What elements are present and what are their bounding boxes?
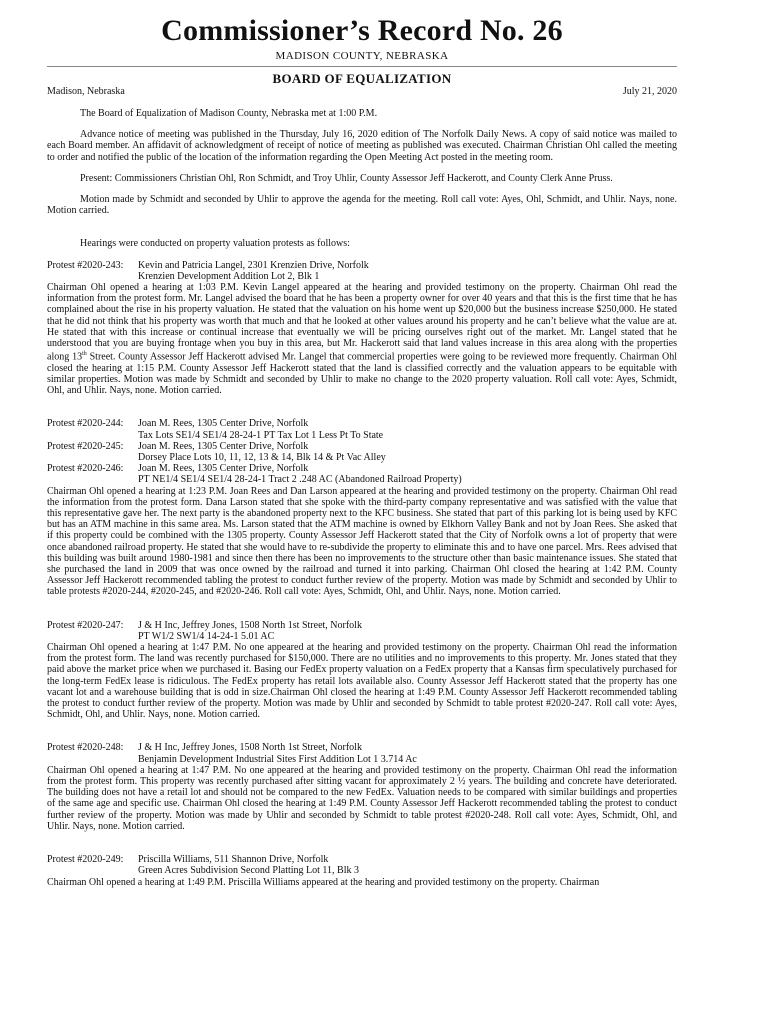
protest-owner: Joan M. Rees, 1305 Center Drive, Norfolk [138,463,309,475]
protest-owner: J & H Inc, Jeffrey Jones, 1508 North 1st Street, Norfolk [138,742,362,754]
protest-owner: Joan M. Rees, 1305 Center Drive, Norfolk [138,418,309,430]
protest-header [47,441,677,452]
place-date-line [47,86,677,98]
meeting-place: Madison, Nebraska [47,86,125,97]
protest-number: Protest #2020-248: [47,742,124,754]
protest-hearing-text: Chairman Ohl opened a hearing at 1:23 P.M. Joan Rees and Dan Larson appeared at the hearing and provided testimony on the property. Chairman Ohl read the information from the protest form. Dana Larson stated that she spoke with the third-party company representative and was satisfied with the value that this representative gave her. The next party is the abandoned property next to the KFC business. She stated that part of this parking lot is being used by KFC but has an ATM machine in this same area. Ms. Larson stated that the ATM machine is owned by Elkhorn Valley Bank and not by Joan Rees. She asked that if this property could be combined with the 1305 property. County Assessor Jeff Hackerott stated that the City of Norfolk owns a lot of property that were once abandoned railroad property. He stated that she would have to re-subdivide the property to eliminate this and to have one parcel. Mrs. Rees advised that this building was built around 1980-1981 and since then there has been no improvements to the structure other than basic maintenance issues. She stated that she purchased the land in 2009 that was once owned by the railroad and turned it into parking. Chairman Ohl closed the hearing at 1:42 P.M. County Assessor Jeff Hackerott recommended tabling the protest to conduct further review of the property. Motion was made by Schmidt and seconded by Uhlir to table protests #2020-244, #2020-245, and #2020-246. Roll call vote: Ayes, Schmidt, Ohl, and Uhlir. Nays, none. Motion carried. [47,485,677,598]
protest-legal-description: PT NE1/4 SE1/4 SE1/4 28-24-1 Tract 2 .248 AC (Abandoned Railroad Property) [138,474,462,486]
meeting-date: July 21, 2020 [622,86,677,97]
protest-2020-243 [47,260,677,397]
protest-owner: Kevin and Patricia Langel, 2301 Krenzien Drive, Norfolk [138,259,369,271]
protest-header [47,854,677,865]
intro-paragraph-1: The Board of Equalization of Madison County, Nebraska met at 1:00 P.M. [80,108,378,119]
protest-number: Protest #2020-246: [47,463,124,475]
protest-legal-description: Green Acres Subdivision Second Platting Lot 11, Blk 3 [138,865,360,877]
protest-legal-description: Tax Lots SE1/4 SE1/4 28-24-1 PT Tax Lot 1 Less Pt To State [138,429,384,441]
protest-owner: Priscilla Williams, 511 Shannon Drive, Norfolk [138,854,329,866]
present-paragraph: Present: Commissioners Christian Ohl, Ron Schmidt, and Troy Uhlir, County Assessor Jeff Hackerott, and County Clerk Anne Pruss. [80,172,613,184]
protest-legal-description: PT W1/2 SW1/4 14-24-1 5.01 AC [138,630,275,642]
protest-header [47,620,677,631]
protest-2020-249 [47,854,677,888]
intro-paragraph-2: Advance notice of meeting was published in the Thursday, July 16, 2020 edition of The Norfolk Daily News. A copy of said notice was mailed to each Board member. An affidavit of acknowledgment of receipt of notice of meeting as published was executed. Chairman Christian Ohl called the meeting to order and notified the public of the location of the information regarding the Open Meeting Act posted in the meeting room. [47,129,677,163]
header-divider [47,66,677,67]
county-subtitle: MADISON COUNTY, NEBRASKA [275,50,449,62]
record-page [47,14,677,888]
protest-header [47,260,677,271]
board-title: BOARD OF EQUALIZATION [272,71,452,86]
protest-header [47,418,677,429]
protest-number: Protest #2020-249: [47,854,124,866]
protest-number: Protest #2020-245: [47,440,124,452]
protest-legal-description: Benjamin Development Industrial Sites First Addition Lot 1 3.714 Ac [138,753,417,765]
protest-owner: J & H Inc, Jeffrey Jones, 1508 North 1st Street, Norfolk [138,619,362,631]
protest-number: Protest #2020-247: [47,619,124,631]
hearing-text-part-1: Chairman Ohl opened a hearing at 1:03 P.M. Kevin Langel appeared at the hearing and provided testimony on the property. Chairman Ohl read the information from the protest form. Mr. Langel advised the board that he has been a property owner for over 40 years and that this is the first time that he has complained about the rise in his property valuation. He stated that the valuation on his home went up $20,000 but the business increase $250,000. He stated that he did not think that his property was worth that much and that he looked at other values around his property and he can’t believe what the value are at. He stated that with this increase or continual increase that eventually we will be pricing ourselves right out of the market. Mr. Langel stated that he understood that you are buying frontage when you buy in this area, but Mr. Hackerott said that land values increase in this area along with the properties along 13 [47,282,677,363]
ordinal-suffix: th [82,351,87,358]
protest-number: Protest #2020-243: [47,259,124,271]
protest-hearing-text: Chairman Ohl opened a hearing at 1:47 P.M. No one appeared at the hearing and provided testimony on the property. Chairman Ohl read the information from the protest form. The land was recently purchased for $150,000. There are no utilities and no improvements to this property. Mr. Jones stated that they paid above the market price when we purchased it. Basing our FedEx property valuation on a FedEx property that a Kansas firm speculatively purchased for the long-term FedEx lease is ridiculous. The FedEx property has retail lots available also. County Assessor Jeff Hackerott stated that the property has one vacant lot and a warehouse building that is odd in size.Chairman Ohl closed the hearing at 1:49 P.M. County Assessor Jeff Hackerott recommended tabling the protest to conduct further review of the property. Motion was made by Uhlir and seconded by Schmidt to table protest #2020-247. Roll call vote: Ayes, Schmidt, Ohl, and Uhlir. Nays, none. Motion carried. [47,642,677,721]
masthead-title: Commissioner’s Record No. 26 [161,14,563,47]
protest-2020-248 [47,742,677,832]
protest-header [47,742,677,753]
hearings-intro-paragraph: Hearings were conducted on property valuation protests as follows: [80,238,350,250]
protest-owner: Joan M. Rees, 1305 Center Drive, Norfolk [138,440,309,452]
protest-2020-244-246 [47,418,677,597]
protest-hearing-text: Chairman Ohl opened a hearing at 1:47 P.M. No one appeared at the hearing and provided testimony on the property. Chairman Ohl read the information from the protest form. This property was recently purchased after sitting vacant for approximately 2 ½ years. The building and concrete have deteriorated. The building does not have a retail lot and should not be compared to the new FedEx. Valuation needs to be compared with similar buildings and properties of the same age and specific use. Chairman Ohl closed the hearing at 1:49 P.M. County Assessor Jeff Hackerott recommended tabling the protest to conduct further review of the property. Motion was made by Uhlir and seconded by Schmidt to table protest #2020-248. Roll call vote: Ayes, Schmidt, Ohl, and Uhlir. Nays, none. Motion carried. [47,764,677,832]
protest-legal-description: Dorsey Place Lots 10, 11, 12, 13 & 14, Blk 14 & Pt Vac Alley [138,452,386,463]
protest-hearing-text: Chairman Ohl opened a hearing at 1:49 P.M. Priscilla Williams appeared at the hearing and provided testimony on the property. Chairman [47,876,600,888]
protest-2020-247 [47,620,677,721]
protest-hearing-text [47,282,677,396]
protest-legal-description: Krenzien Development Addition Lot 2, Blk 1 [138,270,320,282]
protest-number: Protest #2020-244: [47,418,124,430]
agenda-motion-paragraph: Motion made by Schmidt and seconded by Uhlir to approve the agenda for the meeting. Roll call vote: Ayes, Ohl, Schmidt, and Uhlir. Nays, none. Motion carried. [47,194,677,217]
hearing-text-part-2: Street. County Assessor Jeff Hackerott advised Mr. Langel that commercial properties were going to be reviewed more frequently. Chairman Ohl closed the hearing at 1:15 P.M. County Assessor Jeff Hackerott stated that the land is classified correctly and the valuation appears to be equitable with similar properties. Motion was made by Schmidt and seconded by Uhlir to make no change to the 2020 property valuation. Roll call vote: Ayes, Schmidt, Ohl, and Uhlir. Nays, none. Motion carried. [47,351,677,397]
protest-header [47,463,677,474]
